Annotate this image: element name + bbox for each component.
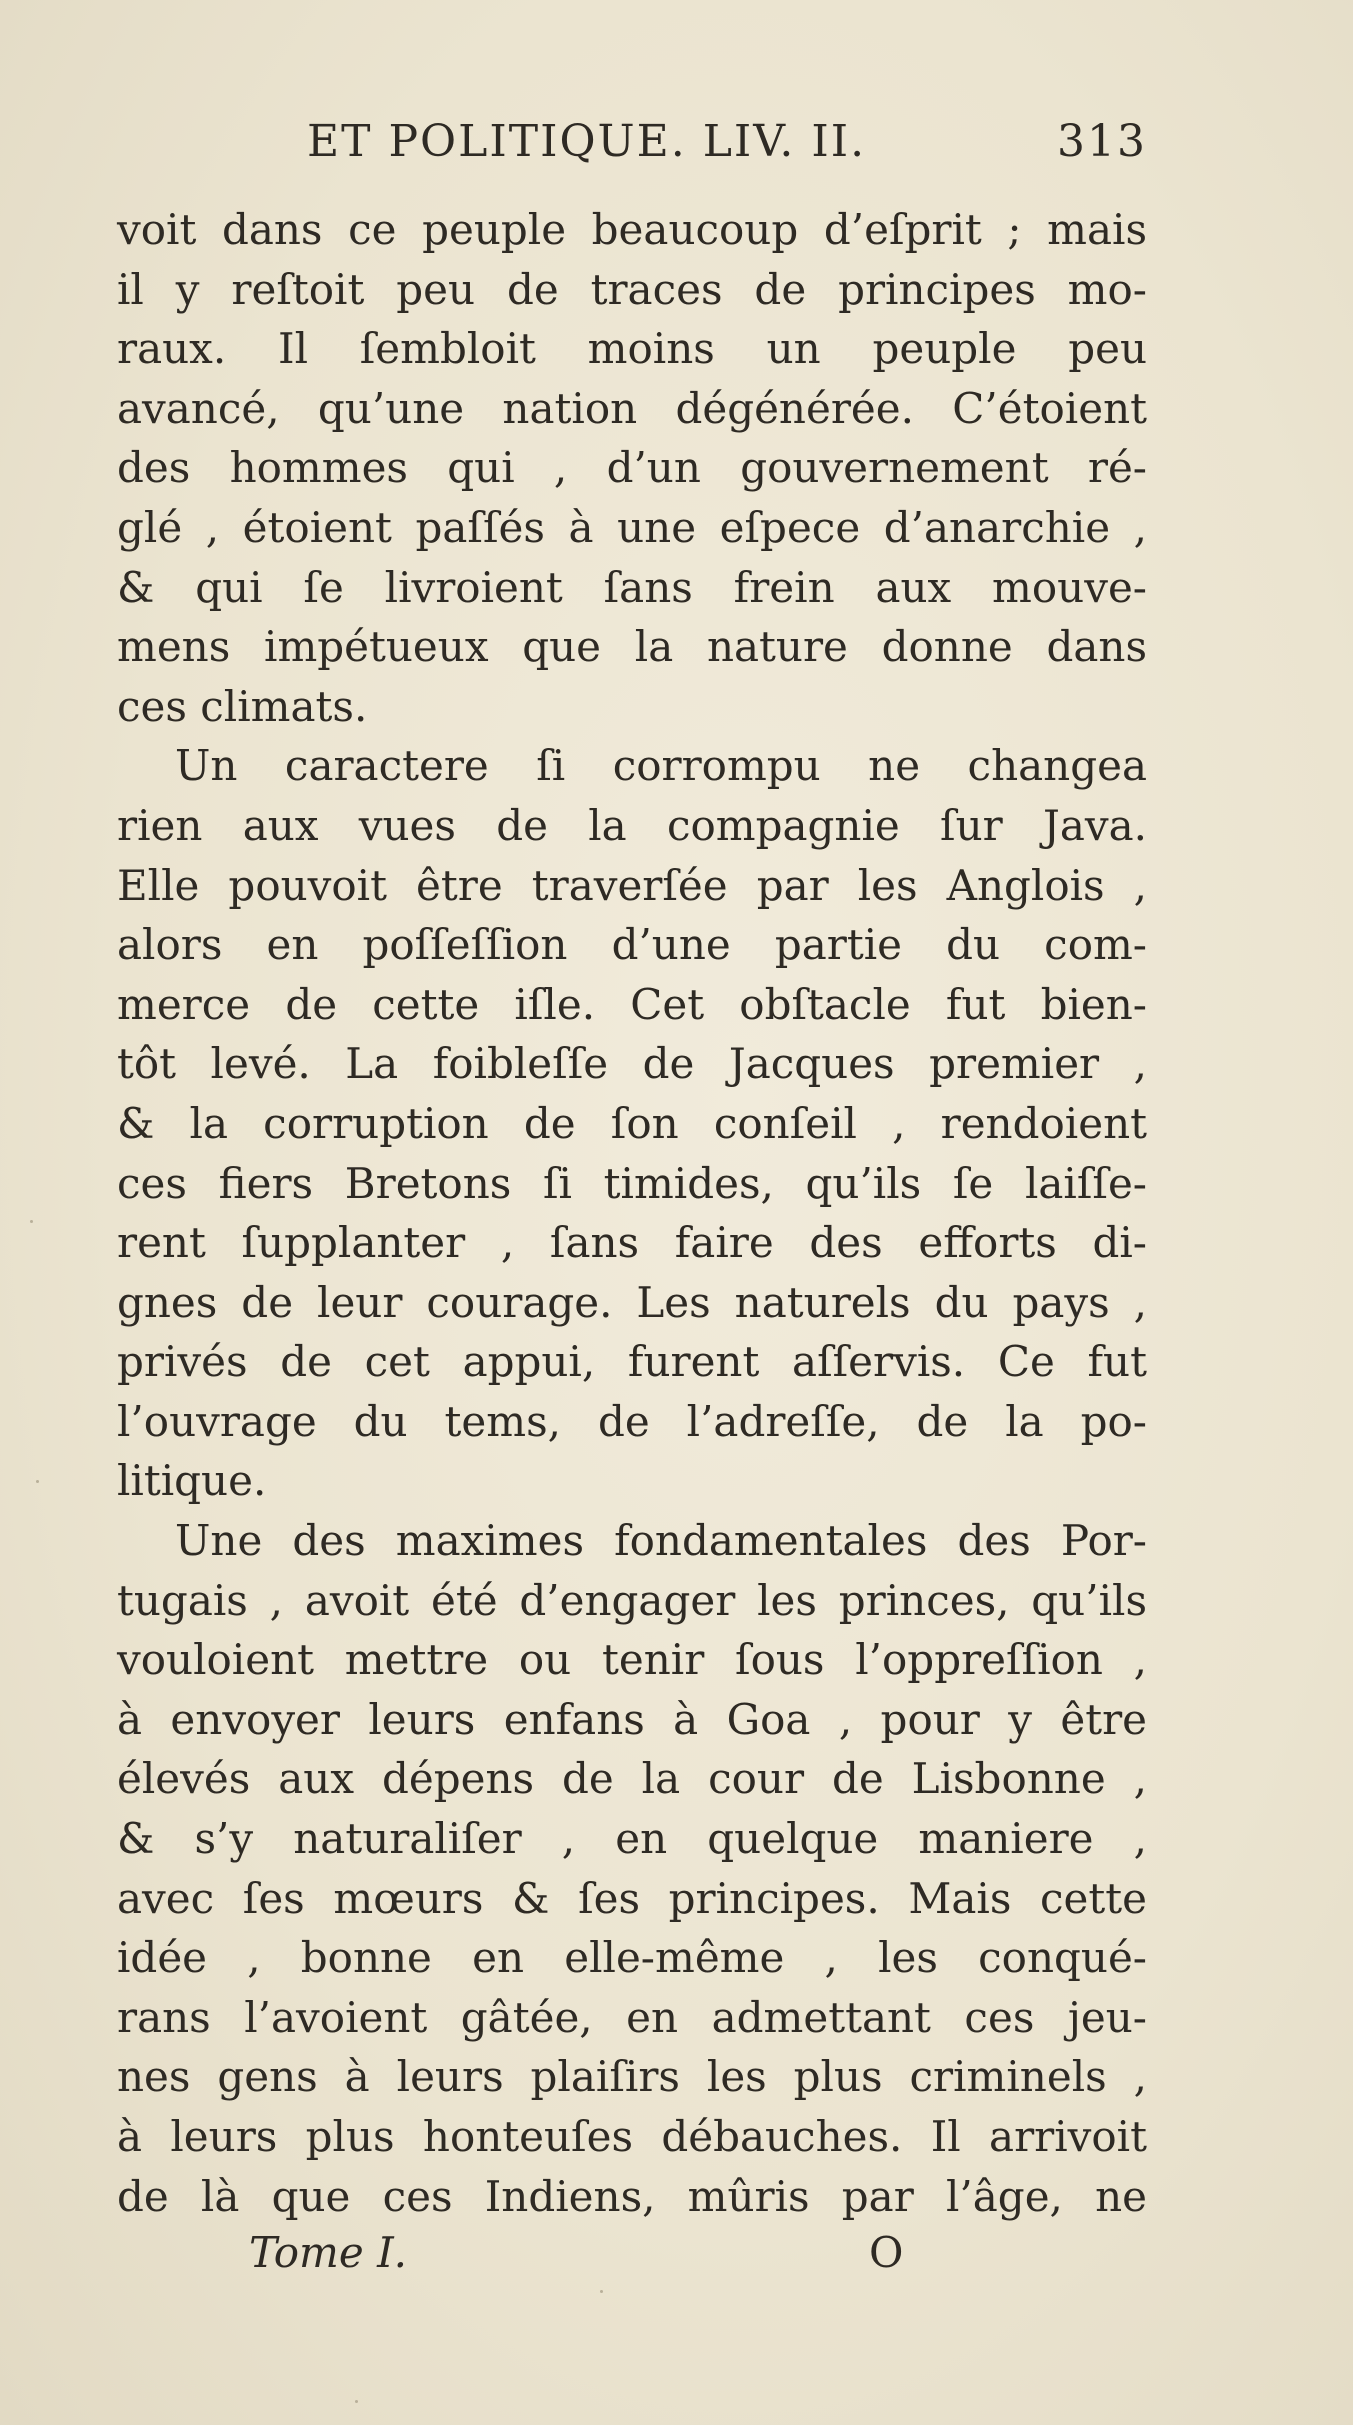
text-line: à leurs plus honteuſes débauches. Il arrivoit [117,2112,1147,2161]
running-title: ET POLITIQUE. LIV. II. [307,116,867,167]
text-line: ces climats. [117,681,368,731]
text-line: gnes de leur courage. Les naturels du pays , [117,1277,1147,1327]
text-line: idée , bonne en elle-même , les conqué- [117,1933,1147,1983]
text-line: privés de cet appui, furent aſſervis. Ce fut [117,1337,1147,1387]
text-line: élevés aux dépens de la cour de Lisbonne , [117,1754,1147,1804]
text-line: rent ſupplanter , ſans faire des efforts di- [117,1218,1147,1268]
page-footer [117,2228,1147,2298]
page-content [117,110,1147,2298]
text-line: rien aux vues de la compagnie ſur Java. [117,800,1147,850]
paper-speck [30,1220,33,1223]
text-line: à envoyer leurs enfans à Goa , pour y être [117,1694,1147,1744]
text-line: tôt levé. La foibleſſe de Jacques premier , [117,1039,1147,1089]
running-header [117,110,1147,200]
text-line: l’ouvrage du tems, de l’adreſſe, de la po- [117,1396,1147,1446]
text-line: & la corruption de ſon conſeil , rendoient [117,1098,1147,1148]
text-line: il y reſtoit peu de traces de principes mo- [117,264,1147,314]
paper-speck [36,1480,39,1483]
text-line: de là que ces Indiens, mûris par l’âge, ne [117,2171,1147,2221]
paragraph-start: Une des maximes fondamentales des Por- [175,1516,1147,1566]
text-line: rans l’avoient gâtée, en admettant ces jeu- [117,1992,1147,2042]
text-line: tugais , avoit été d’engager les princes, qu’ils [117,1575,1147,1625]
text-line: vouloient mettre ou tenir ſous l’oppreſſion , [117,1635,1147,1685]
text-line: avec ſes mœurs & ſes principes. Mais cette [117,1873,1147,1923]
text-line: & s’y naturaliſer , en quelque maniere , [117,1814,1147,1864]
volume-label: Tome I. [249,2228,408,2278]
text-line: mens impétueux que la nature donne dans [117,622,1147,672]
text-line: alors en poſſeſſion d’une partie du com- [117,920,1147,970]
signature-mark: O [869,2228,904,2278]
paper-speck [355,2400,358,2403]
page-number: 313 [1057,116,1147,167]
text-line: glé , étoient paſſés à une eſpece d’anarchie , [117,502,1147,552]
paragraph-start: Un caractere ſi corrompu ne changea [175,741,1147,791]
text-line: litique. [117,1456,267,1506]
text-line: des hommes qui , d’un gouvernement ré- [117,443,1147,493]
text-line: merce de cette iſle. Cet obſtacle fut bien- [117,979,1147,1029]
text-line: avancé, qu’une nation dégénérée. C’étoient [117,383,1147,433]
text-line: raux. Il ſembloit moins un peuple peu [117,324,1147,374]
text-line: voit dans ce peuple beaucoup d’eſprit ; mais [117,205,1147,254]
text-line: Elle pouvoit être traverſée par les Anglois , [117,860,1147,910]
text-line: nes gens à leurs plaiſirs les plus criminels , [117,2052,1147,2102]
text-line: ces fiers Bretons ſi timides, qu’ils ſe laiſſe- [117,1158,1147,1208]
text-line: & qui ſe livroient ſans frein aux mouve- [117,562,1147,612]
body-text [117,200,1147,2226]
